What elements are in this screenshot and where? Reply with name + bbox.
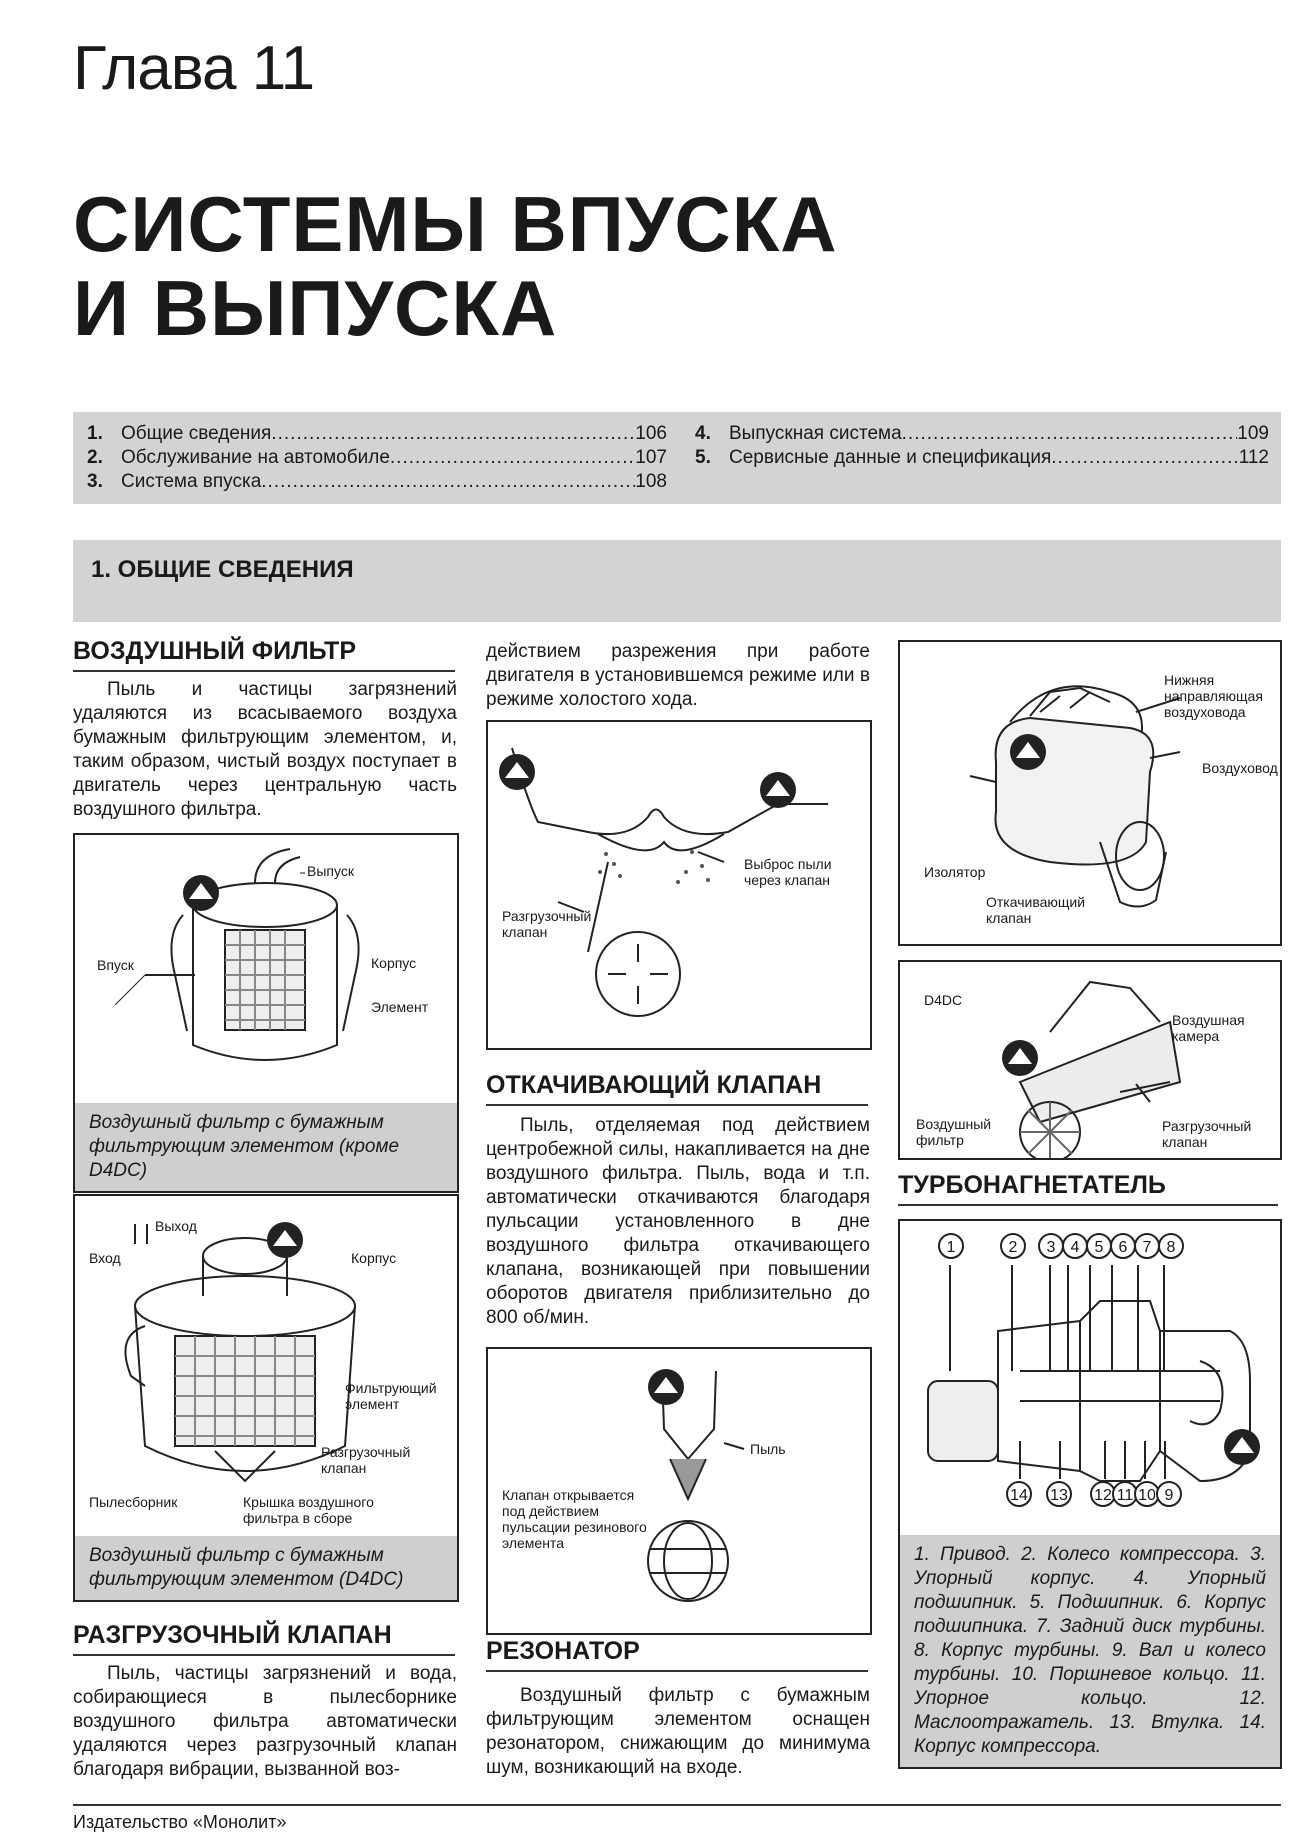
callout-7: 7 <box>1134 1233 1160 1259</box>
label-inlet: Вход <box>89 1250 121 1266</box>
air-filter-text: Пыль и частицы загрязнений удаляются из всасываемого воздуха бумажным фильтрующим элементом, и, таким образом, чистый воздух поступает в двигатель через центральную часть воздушного фильтра. <box>73 679 457 820</box>
callout-2: 2 <box>1000 1233 1026 1259</box>
caption-turbocharger: 1. Привод. 2. Колесо компрессора. 3. Упорный корпус. 4. Упорный подшипник. 5. Подшипник. 6. Корпус подшипника. 7. Задний диск турбины. 8. Корпус турбины. 9. Вал и колесо турбины. 10. Поршневое кольцо. 11. Упорное кольцо. 12. Маслоотражатель. 13. Втулка. 14. Корпус компрессора. <box>898 1535 1282 1769</box>
label-outlet: Выпуск <box>307 863 354 879</box>
turbocharger-illustration <box>900 1221 1280 1535</box>
figure-air-filter <box>73 833 459 1105</box>
callout-5: 5 <box>1086 1233 1112 1259</box>
label-model: D4DC <box>924 992 963 1008</box>
section-title: 1. ОБЩИЕ СВЕДЕНИЯ <box>91 556 354 583</box>
callout-3: 3 <box>1038 1233 1064 1259</box>
label-cover: Крышка воздушного фильтра в сборе <box>243 1494 374 1526</box>
caption-air-filter-1: Воздушный фильтр с бумажным фильтрующим элементом (кроме D4DC) <box>73 1103 459 1193</box>
label-filter-element: Фильтрующий элемент <box>345 1380 437 1412</box>
air-filter-d4dc-illustration <box>75 1196 457 1536</box>
callout-9: 9 <box>1156 1481 1182 1507</box>
heading-air-filter: ВОЗДУШНЫЙ ФИЛЬТР <box>73 636 455 672</box>
figure-air-duct <box>898 640 1282 946</box>
heading-relief-valve: РАЗГРУЗОЧНЫЙ КЛАПАН <box>73 1620 455 1656</box>
heading-evacuating-valve: ОТКАЧИВАЮЩИЙ КЛАПАН <box>486 1070 868 1106</box>
relief-valve-text: Пыль, частицы загрязнений и вода, собирающиеся в пылесборнике воздушного фильтра автоматически удаляются через разгрузочный клапан благодаря вибрации, вызванной воз- <box>73 1663 457 1780</box>
toc-entry[interactable]: 2. Обслуживание на автомобиле ..... 107 <box>87 446 667 470</box>
chapter-title <box>73 182 838 350</box>
figure-air-filter-d4dc <box>73 1194 459 1538</box>
label-housing: Корпус <box>351 1250 397 1266</box>
label-outlet: Выход <box>155 1218 197 1234</box>
callout-8: 8 <box>1158 1233 1184 1259</box>
footer-divider <box>73 1804 1281 1806</box>
toc-entry[interactable]: 1. Общие сведения ..... 106 <box>87 422 667 446</box>
label-element: Элемент <box>371 999 429 1015</box>
label-valve-note: Клапан открывается под действием пульсации резинового элемента <box>502 1487 647 1551</box>
label-filter: Воздушный фильтр <box>916 1116 992 1148</box>
figure-turbocharger <box>898 1219 1282 1537</box>
publisher: Издательство «Монолит» <box>73 1812 287 1832</box>
figure-d4dc-chamber <box>898 960 1282 1160</box>
callout-13: 13 <box>1046 1481 1072 1507</box>
label-housing: Корпус <box>371 955 417 971</box>
chapter-title-line2: И ВЫПУСКА <box>73 264 558 352</box>
label-inlet: Впуск <box>97 957 134 973</box>
table-of-contents <box>73 412 1281 504</box>
label-lower-guide: Нижняя направляющая воздуховода <box>1164 672 1263 720</box>
label-relief-valve: Разгрузочный клапан <box>321 1444 411 1476</box>
figure-relief-valve <box>486 720 872 1050</box>
caption-air-filter-2: Воздушный фильтр с бумажным фильтрующим элементом (D4DC) <box>73 1536 459 1602</box>
label-chamber: Воздушная камера <box>1172 1012 1245 1044</box>
toc-left-column <box>87 422 667 494</box>
callout-12: 12 <box>1090 1481 1116 1507</box>
label-dust-out: Выброс пыли через клапан <box>744 856 832 888</box>
section-header <box>73 540 1281 622</box>
evacuating-valve-text: Пыль, отделяемая под действием центробежной силы, накапливается на дне воздушного фильтра. Пыль, вода и т.п. автоматически откачиваются благодаря пульсации установленного в дне воздушного фильтра откачивающего клапана, возникающей при повышении оборотов двигателя приблизительно до 800 об/мин. <box>486 1115 870 1328</box>
callout-6: 6 <box>1110 1233 1136 1259</box>
label-duct: Воздуховод <box>1202 760 1278 776</box>
label-dust: Пыль <box>750 1441 786 1457</box>
toc-entry[interactable]: 5. Сервисные данные и спецификация ..... 112 <box>695 446 1269 470</box>
toc-right-column <box>695 422 1269 470</box>
heading-resonator: РЕЗОНАТОР <box>486 1636 868 1672</box>
toc-entry[interactable]: 3. Система впуска ..... 108 <box>87 470 667 494</box>
relief-valve-text-continued: действием разрежения при работе двигателя в установившемся режиме или в режиме холостого хода. <box>486 641 870 710</box>
toc-entry[interactable]: 4. Выпускная система ..... 109 <box>695 422 1269 446</box>
chapter-number: Глава 11 <box>73 34 315 103</box>
label-relief: Разгрузочный клапан <box>502 908 592 940</box>
figure-evacuating-valve <box>486 1347 872 1635</box>
label-insulator: Изолятор <box>924 864 986 880</box>
callout-4: 4 <box>1062 1233 1088 1259</box>
callout-14: 14 <box>1006 1481 1032 1507</box>
label-dust-collector: Пылесборник <box>89 1494 178 1510</box>
callout-1: 1 <box>938 1233 964 1259</box>
resonator-text: Воздушный фильтр с бумажным фильтрующим элементом оснащен резонатором, снижающим до минимума шум, возникающий на входе. <box>486 1685 870 1778</box>
label-relief: Разгрузочный клапан <box>1162 1118 1252 1150</box>
chapter-title-line1: СИСТЕМЫ ВПУСКА <box>73 180 838 268</box>
callout-10: 10 <box>1134 1481 1160 1507</box>
label-evac-valve: Откачивающий клапан <box>986 894 1086 926</box>
heading-turbo: ТУРБОНАГНЕТАТЕЛЬ <box>898 1170 1278 1206</box>
callout-11: 11 <box>1112 1481 1138 1507</box>
